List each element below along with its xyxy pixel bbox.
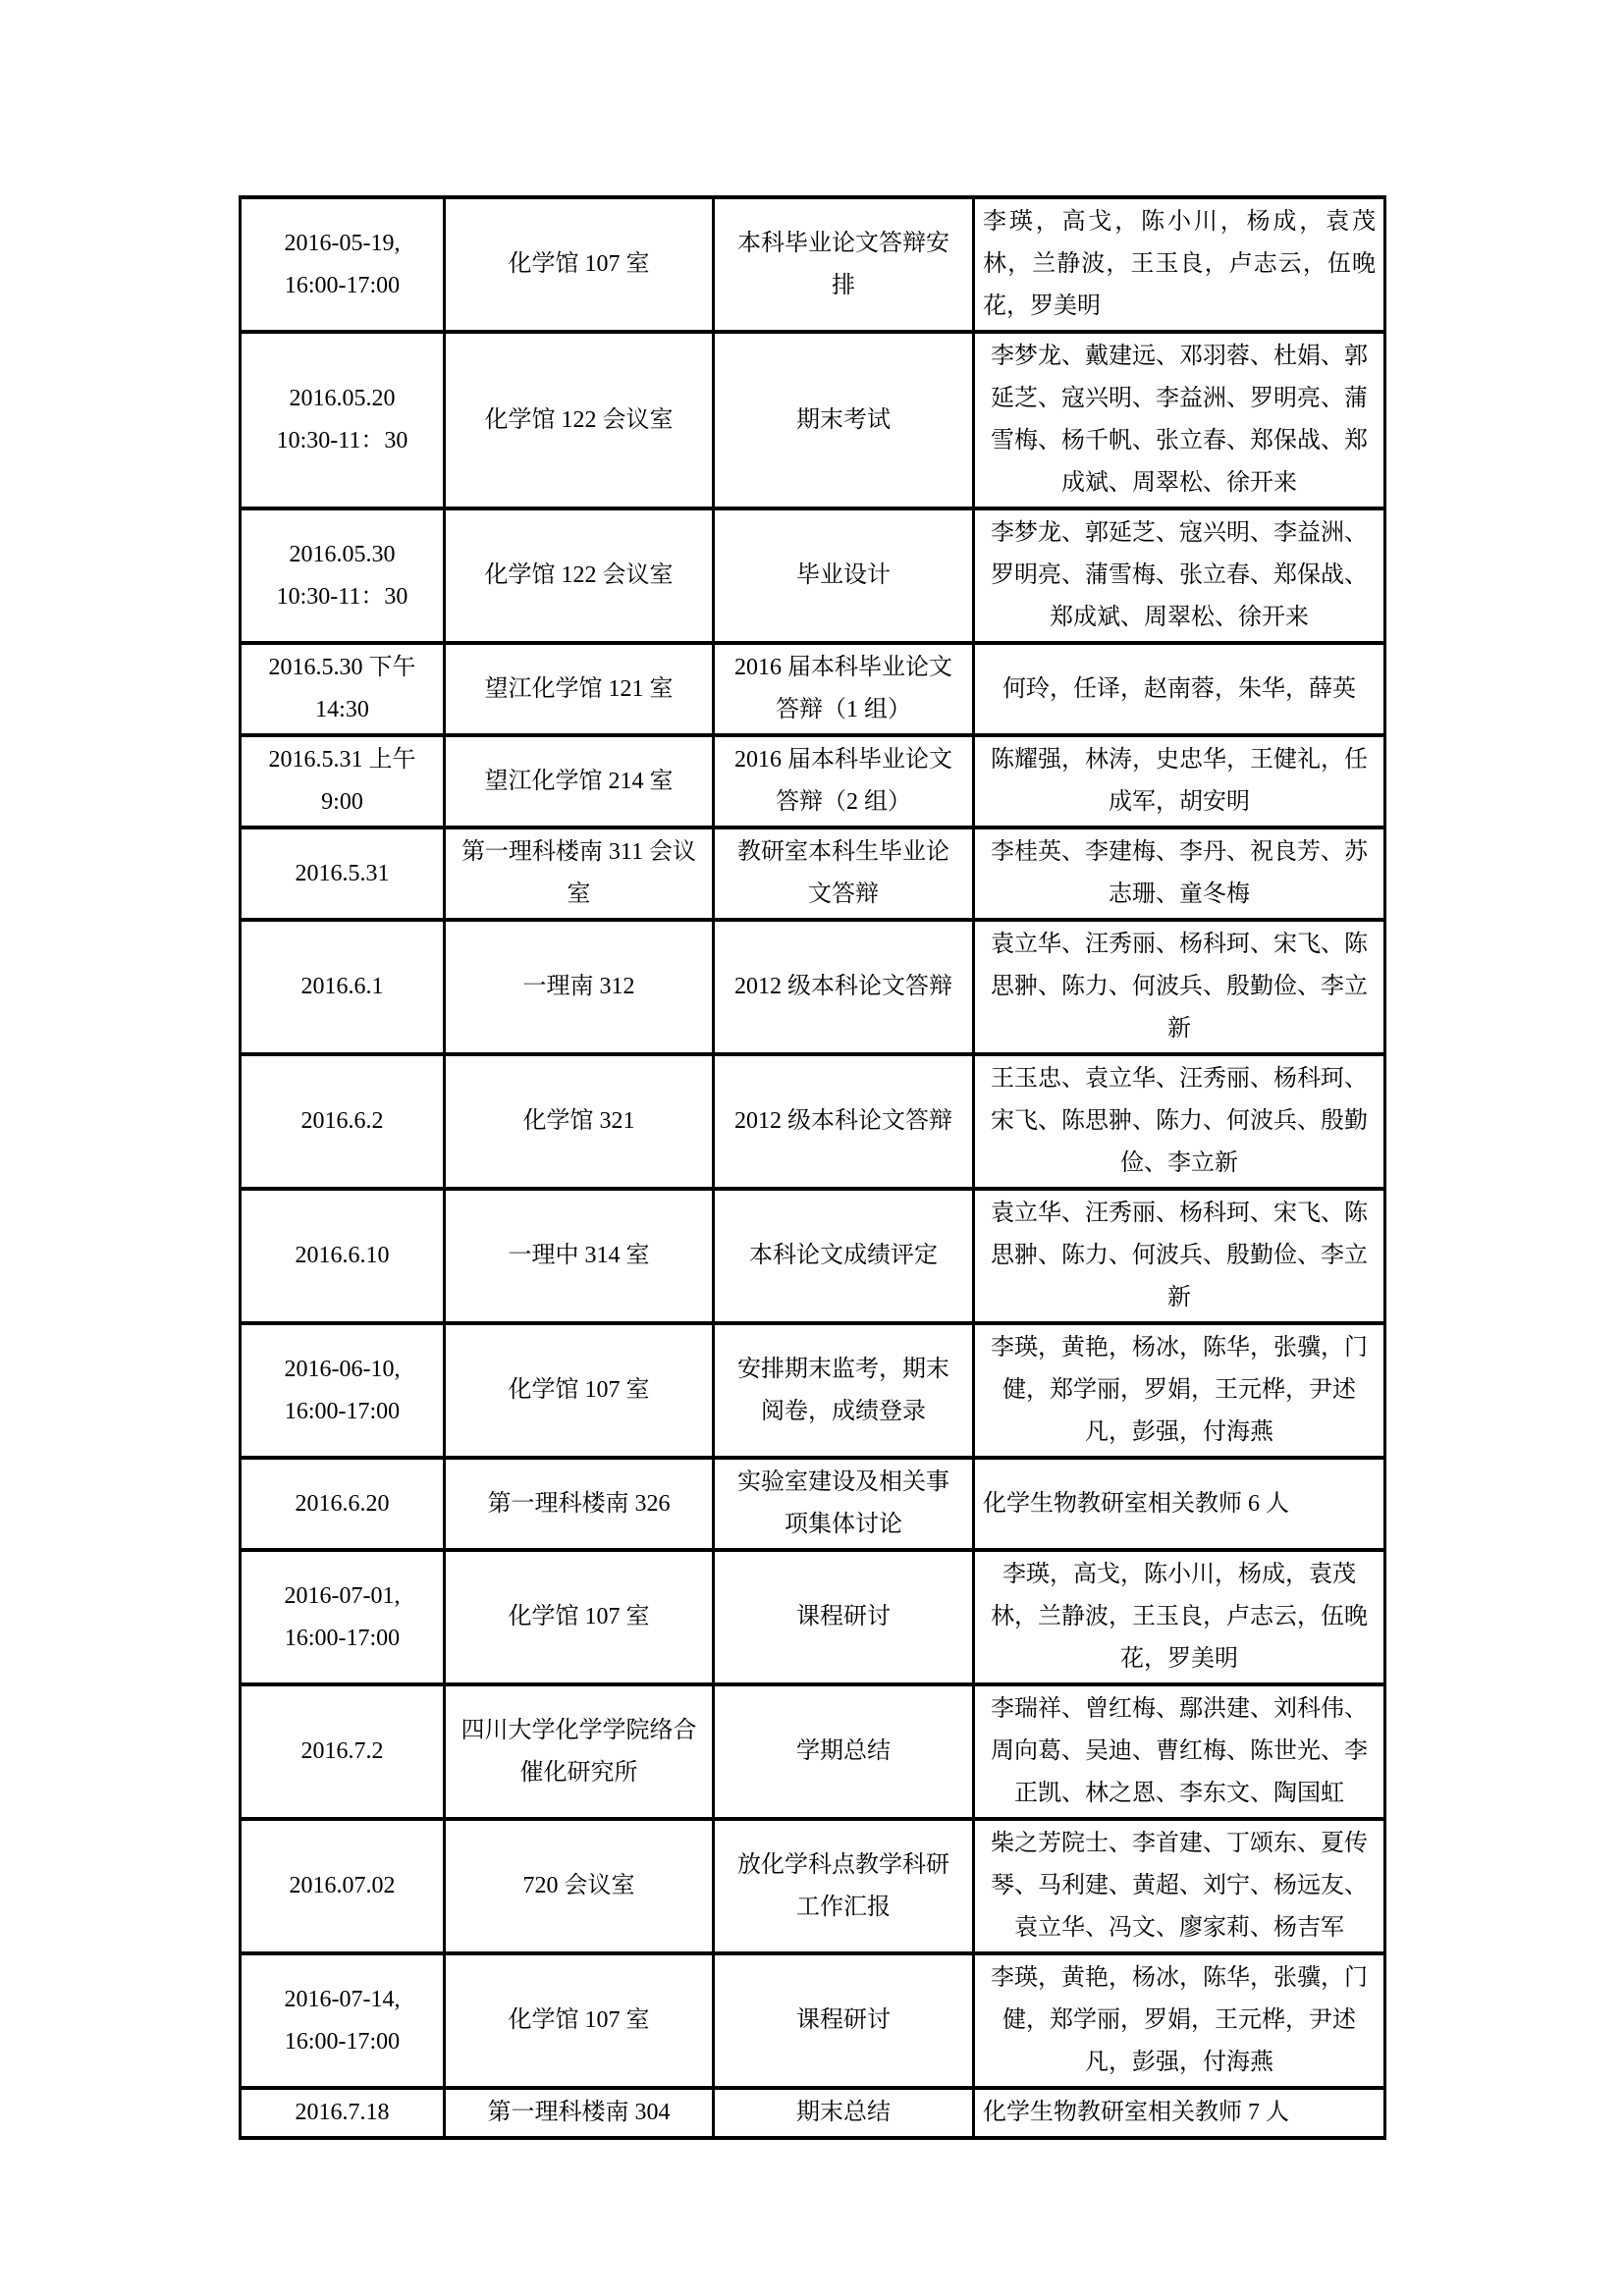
cell-location: 化学馆 107 室 [445, 1323, 714, 1458]
cell-topic: 学期总结 [714, 1684, 974, 1819]
cell-location: 720 会议室 [445, 1819, 714, 1953]
cell-location: 望江化学馆 121 室 [445, 643, 714, 735]
table-row [241, 1550, 1385, 1684]
schedule-table [239, 195, 1386, 2140]
table-row [241, 508, 1385, 643]
cell-topic: 教研室本科生毕业论文答辩 [714, 828, 974, 920]
schedule-table-body [241, 197, 1385, 2138]
cell-participants: 李瑛，高戈，陈小川，杨成，袁茂林，兰静波，王玉良，卢志云，伍晚花，罗美明 [974, 1550, 1385, 1684]
cell-location: 化学馆 107 室 [445, 197, 714, 332]
cell-participants: 袁立华、汪秀丽、杨科珂、宋飞、陈思翀、陈力、何波兵、殷勤俭、李立新 [974, 920, 1385, 1054]
cell-participants: 李瑛，黄艳，杨冰，陈华，张骥，门健，郑学丽，罗娟，王元桦，尹述凡，彭强，付海燕 [974, 1953, 1385, 2088]
cell-topic: 课程研讨 [714, 1550, 974, 1684]
cell-location: 化学馆 122 会议室 [445, 332, 714, 508]
cell-date: 2016.05.20 10:30-11：30 [241, 332, 445, 508]
cell-topic: 安排期末监考，期末阅卷，成绩登录 [714, 1323, 974, 1458]
cell-date: 2016.6.1 [241, 920, 445, 1054]
table-row [241, 2088, 1385, 2138]
cell-topic: 本科论文成绩评定 [714, 1189, 974, 1323]
cell-participants: 李瑛，高戈，陈小川，杨成，袁茂林，兰静波，王玉良，卢志云，伍晚花，罗美明 [974, 197, 1385, 332]
table-row [241, 920, 1385, 1054]
cell-participants: 化学生物教研室相关教师 7 人 [974, 2088, 1385, 2138]
cell-date: 2016.7.2 [241, 1684, 445, 1819]
cell-location: 一理南 312 [445, 920, 714, 1054]
table-row [241, 1054, 1385, 1189]
cell-date: 2016.7.18 [241, 2088, 445, 2138]
cell-participants: 李瑞祥、曾红梅、鄢洪建、刘科伟、周向葛、吴迪、曹红梅、陈世光、李正凯、林之恩、李东文、陶国虹 [974, 1684, 1385, 1819]
cell-date: 2016.5.31 上午 9:00 [241, 735, 445, 828]
cell-participants: 李桂英、李建梅、李丹、祝良芳、苏志珊、童冬梅 [974, 828, 1385, 920]
cell-topic: 2016 届本科毕业论文答辩（2 组） [714, 735, 974, 828]
cell-location: 化学馆 321 [445, 1054, 714, 1189]
cell-location: 第一理科楼南 326 [445, 1458, 714, 1550]
table-row [241, 1684, 1385, 1819]
cell-topic: 实验室建设及相关事项集体讨论 [714, 1458, 974, 1550]
cell-topic: 2012 级本科论文答辩 [714, 1054, 974, 1189]
cell-participants: 何玲，任译，赵南蓉，朱华，薛英 [974, 643, 1385, 735]
cell-date: 2016.5.31 [241, 828, 445, 920]
cell-participants: 李梦龙、郭延芝、寇兴明、李益洲、罗明亮、蒲雪梅、张立春、郑保战、郑成斌、周翠松、徐开来 [974, 508, 1385, 643]
table-row [241, 1953, 1385, 2088]
cell-participants: 李瑛，黄艳，杨冰，陈华，张骥，门健，郑学丽，罗娟，王元桦，尹述凡，彭强，付海燕 [974, 1323, 1385, 1458]
cell-date: 2016.07.02 [241, 1819, 445, 1953]
table-row [241, 1819, 1385, 1953]
cell-participants: 袁立华、汪秀丽、杨科珂、宋飞、陈思翀、陈力、何波兵、殷勤俭、李立新 [974, 1189, 1385, 1323]
table-row [241, 1458, 1385, 1550]
cell-location: 第一理科楼南 311 会议室 [445, 828, 714, 920]
table-row [241, 643, 1385, 735]
cell-date: 2016-07-01, 16:00-17:00 [241, 1550, 445, 1684]
cell-participants: 李梦龙、戴建远、邓羽蓉、杜娟、郭延芝、寇兴明、李益洲、罗明亮、蒲雪梅、杨千帆、张立春、郑保战、郑成斌、周翠松、徐开来 [974, 332, 1385, 508]
cell-participants: 化学生物教研室相关教师 6 人 [974, 1458, 1385, 1550]
cell-location: 望江化学馆 214 室 [445, 735, 714, 828]
cell-topic: 本科毕业论文答辩安排 [714, 197, 974, 332]
cell-location: 化学馆 122 会议室 [445, 508, 714, 643]
table-row [241, 197, 1385, 332]
cell-participants: 陈耀强，林涛，史忠华，王健礼，任成军，胡安明 [974, 735, 1385, 828]
table-row [241, 735, 1385, 828]
table-row [241, 828, 1385, 920]
cell-topic: 期末考试 [714, 332, 974, 508]
table-row [241, 1189, 1385, 1323]
cell-date: 2016.5.30 下午 14:30 [241, 643, 445, 735]
cell-date: 2016-07-14, 16:00-17:00 [241, 1953, 445, 2088]
cell-topic: 2016 届本科毕业论文答辩（1 组） [714, 643, 974, 735]
cell-location: 化学馆 107 室 [445, 1953, 714, 2088]
cell-participants: 柴之芳院士、李首建、丁颂东、夏传琴、马利建、黄超、刘宁、杨远友、袁立华、冯文、廖家莉、杨吉军 [974, 1819, 1385, 1953]
cell-date: 2016-06-10, 16:00-17:00 [241, 1323, 445, 1458]
cell-topic: 期末总结 [714, 2088, 974, 2138]
cell-location: 一理中 314 室 [445, 1189, 714, 1323]
cell-topic: 放化学科点教学科研工作汇报 [714, 1819, 974, 1953]
cell-location: 第一理科楼南 304 [445, 2088, 714, 2138]
cell-date: 2016.6.10 [241, 1189, 445, 1323]
cell-date: 2016.6.2 [241, 1054, 445, 1189]
cell-date: 2016.05.30 10:30-11：30 [241, 508, 445, 643]
cell-participants: 王玉忠、袁立华、汪秀丽、杨科珂、宋飞、陈思翀、陈力、何波兵、殷勤俭、李立新 [974, 1054, 1385, 1189]
cell-location: 化学馆 107 室 [445, 1550, 714, 1684]
cell-topic: 毕业设计 [714, 508, 974, 643]
cell-topic: 2012 级本科论文答辩 [714, 920, 974, 1054]
cell-date: 2016.6.20 [241, 1458, 445, 1550]
table-row [241, 332, 1385, 508]
table-row [241, 1323, 1385, 1458]
cell-topic: 课程研讨 [714, 1953, 974, 2088]
cell-date: 2016-05-19, 16:00-17:00 [241, 197, 445, 332]
cell-location: 四川大学化学学院络合催化研究所 [445, 1684, 714, 1819]
